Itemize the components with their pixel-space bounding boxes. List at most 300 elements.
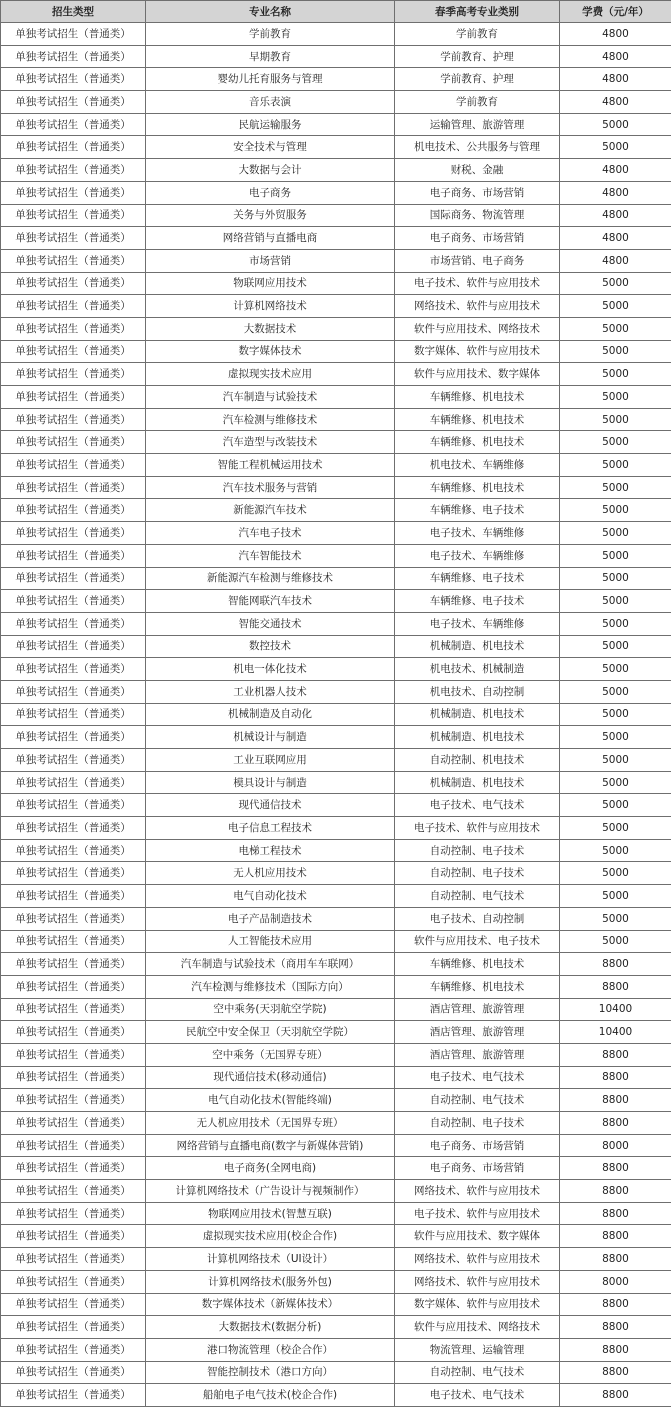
table-row [1,749,671,772]
tuition-cell: 5000 [560,272,671,295]
major-name-cell: 电梯工程技术 [146,839,395,862]
major-category-cell: 软件与应用技术、数字媒体 [395,1225,560,1248]
admission-type-cell: 单独考试招生（普通类） [1,1202,146,1225]
admission-type-cell: 单独考试招生（普通类） [1,953,146,976]
table-row [1,1134,671,1157]
table-row [1,817,671,840]
table-row [1,975,671,998]
admission-type-cell: 单独考试招生（普通类） [1,635,146,658]
major-category-cell: 自动控制、电子技术 [395,839,560,862]
tuition-cell: 5000 [560,680,671,703]
table-row [1,408,671,431]
major-category-cell: 电子技术、车辆维修 [395,612,560,635]
admission-type-cell: 单独考试招生（普通类） [1,726,146,749]
major-name-cell: 新能源汽车技术 [146,499,395,522]
tuition-cell: 4800 [560,91,671,114]
tuition-cell: 5000 [560,726,671,749]
admission-type-cell: 单独考试招生（普通类） [1,1225,146,1248]
admission-type-cell: 单独考试招生（普通类） [1,476,146,499]
major-name-cell: 计算机网络技术 [146,295,395,318]
major-name-cell: 民航运输服务 [146,113,395,136]
admission-type-cell: 单独考试招生（普通类） [1,408,146,431]
admission-type-cell: 单独考试招生（普通类） [1,862,146,885]
table-row [1,930,671,953]
header-major-name: 专业名称 [146,1,395,23]
tuition-cell: 5000 [560,930,671,953]
major-category-cell: 电子技术、自动控制 [395,907,560,930]
tuition-cell: 5000 [560,567,671,590]
major-category-cell: 网络技术、软件与应用技术 [395,1248,560,1271]
tuition-cell: 5000 [560,862,671,885]
table-row [1,1316,671,1339]
tuition-cell: 4800 [560,23,671,46]
admission-type-cell: 单独考试招生（普通类） [1,1134,146,1157]
table-row [1,567,671,590]
admission-type-cell: 单独考试招生（普通类） [1,1384,146,1407]
major-category-cell: 数字媒体、软件与应用技术 [395,1293,560,1316]
table-row [1,635,671,658]
table-row [1,204,671,227]
table-row [1,272,671,295]
admission-type-cell: 单独考试招生（普通类） [1,91,146,114]
tuition-cell: 10400 [560,1021,671,1044]
admission-type-cell: 单独考试招生（普通类） [1,317,146,340]
table-row [1,1338,671,1361]
tuition-cell: 8800 [560,1316,671,1339]
major-name-cell: 虚拟现实技术应用(校企合作) [146,1225,395,1248]
major-name-cell: 物联网应用技术(智慧互联) [146,1202,395,1225]
tuition-cell: 5000 [560,340,671,363]
major-name-cell: 民航空中安全保卫（天羽航空学院） [146,1021,395,1044]
table-row [1,295,671,318]
admission-type-cell: 单独考试招生（普通类） [1,431,146,454]
table-row [1,1066,671,1089]
table-row [1,1361,671,1384]
major-name-cell: 电子信息工程技术 [146,817,395,840]
admission-type-cell: 单独考试招生（普通类） [1,998,146,1021]
admission-type-cell: 单独考试招生（普通类） [1,1112,146,1135]
admission-type-cell: 单独考试招生（普通类） [1,1361,146,1384]
major-name-cell: 网络营销与直播电商(数字与新媒体营销) [146,1134,395,1157]
table-row [1,953,671,976]
tuition-cell: 5000 [560,612,671,635]
major-name-cell: 学前教育 [146,23,395,46]
tuition-cell: 4800 [560,159,671,182]
major-category-cell: 学前教育、护理 [395,68,560,91]
table-row [1,45,671,68]
major-name-cell: 现代通信技术(移动通信) [146,1066,395,1089]
major-category-cell: 财税、金融 [395,159,560,182]
major-category-cell: 学前教育、护理 [395,45,560,68]
tuition-cell: 5000 [560,590,671,613]
major-name-cell: 市场营销 [146,249,395,272]
major-name-cell: 电子产品制造技术 [146,907,395,930]
major-category-cell: 网络技术、软件与应用技术 [395,1270,560,1293]
admission-type-cell: 单独考试招生（普通类） [1,749,146,772]
major-category-cell: 自动控制、电气技术 [395,1361,560,1384]
table-header [1,1,671,23]
admission-type-cell: 单独考试招生（普通类） [1,817,146,840]
major-name-cell: 机械制造及自动化 [146,703,395,726]
table-row [1,522,671,545]
admission-type-cell: 单独考试招生（普通类） [1,658,146,681]
table-row [1,726,671,749]
table-row [1,885,671,908]
table-row [1,1270,671,1293]
major-name-cell: 汽车制造与试验技术（商用车车联网） [146,953,395,976]
tuition-cell: 5000 [560,408,671,431]
major-category-cell: 车辆维修、机电技术 [395,975,560,998]
tuition-cell: 8800 [560,953,671,976]
major-category-cell: 车辆维修、机电技术 [395,953,560,976]
table-row [1,499,671,522]
major-name-cell: 安全技术与管理 [146,136,395,159]
table-row [1,363,671,386]
admission-type-cell: 单独考试招生（普通类） [1,1066,146,1089]
admission-type-cell: 单独考试招生（普通类） [1,544,146,567]
tuition-cell: 8800 [560,1180,671,1203]
table-row [1,1043,671,1066]
table-row [1,680,671,703]
admission-type-cell: 单独考试招生（普通类） [1,340,146,363]
admission-type-cell: 单独考试招生（普通类） [1,1021,146,1044]
major-name-cell: 物联网应用技术 [146,272,395,295]
major-category-cell: 车辆维修、电子技术 [395,567,560,590]
major-category-cell: 机械制造、机电技术 [395,635,560,658]
major-name-cell: 汽车技术服务与营销 [146,476,395,499]
major-category-cell: 学前教育 [395,23,560,46]
major-name-cell: 大数据与会计 [146,159,395,182]
table-row [1,227,671,250]
major-name-cell: 无人机应用技术 [146,862,395,885]
tuition-cell: 5000 [560,703,671,726]
admission-type-cell: 单独考试招生（普通类） [1,23,146,46]
table-row [1,431,671,454]
table-row [1,1112,671,1135]
table-row [1,907,671,930]
table-row [1,159,671,182]
admission-type-cell: 单独考试招生（普通类） [1,1270,146,1293]
major-name-cell: 智能工程机械运用技术 [146,454,395,477]
table-row [1,68,671,91]
admission-type-cell: 单独考试招生（普通类） [1,136,146,159]
table-row [1,590,671,613]
major-category-cell: 机械制造、机电技术 [395,771,560,794]
major-name-cell: 数字媒体技术（新媒体技术） [146,1293,395,1316]
tuition-cell: 5000 [560,771,671,794]
header-tuition: 学费（元/年） [560,1,671,23]
major-name-cell: 网络营销与直播电商 [146,227,395,250]
header-admission-type: 招生类型 [1,1,146,23]
tuition-cell: 8800 [560,975,671,998]
major-category-cell: 车辆维修、电子技术 [395,590,560,613]
tuition-cell: 5000 [560,749,671,772]
admission-type-cell: 单独考试招生（普通类） [1,680,146,703]
table-row [1,113,671,136]
tuition-cell: 5000 [560,817,671,840]
major-category-cell: 电子技术、电气技术 [395,1384,560,1407]
tuition-cell: 5000 [560,544,671,567]
admission-type-cell: 单独考试招生（普通类） [1,1338,146,1361]
table-row [1,249,671,272]
admission-type-cell: 单独考试招生（普通类） [1,1316,146,1339]
tuition-cell: 5000 [560,794,671,817]
major-name-cell: 汽车造型与改装技术 [146,431,395,454]
major-category-cell: 自动控制、电子技术 [395,862,560,885]
major-name-cell: 关务与外贸服务 [146,204,395,227]
major-category-cell: 电子技术、软件与应用技术 [395,272,560,295]
major-name-cell: 机械设计与制造 [146,726,395,749]
major-name-cell: 计算机网络技术(服务外包) [146,1270,395,1293]
major-category-cell: 运输管理、旅游管理 [395,113,560,136]
major-category-cell: 电子商务、市场营销 [395,227,560,250]
admission-type-cell: 单独考试招生（普通类） [1,771,146,794]
table-row [1,1202,671,1225]
tuition-cell: 5000 [560,431,671,454]
tuition-cell: 5000 [560,295,671,318]
major-category-cell: 机电技术、机械制造 [395,658,560,681]
major-category-cell: 自动控制、机电技术 [395,749,560,772]
table-row [1,1021,671,1044]
admission-type-cell: 单独考试招生（普通类） [1,363,146,386]
tuition-cell: 8800 [560,1361,671,1384]
major-category-cell: 机械制造、机电技术 [395,703,560,726]
major-category-cell: 车辆维修、机电技术 [395,431,560,454]
major-name-cell: 电子商务 [146,181,395,204]
table-row [1,23,671,46]
major-category-cell: 酒店管理、旅游管理 [395,1021,560,1044]
admission-type-cell: 单独考试招生（普通类） [1,159,146,182]
table-row [1,794,671,817]
major-name-cell: 电气自动化技术(智能终端) [146,1089,395,1112]
major-name-cell: 现代通信技术 [146,794,395,817]
table-row [1,998,671,1021]
table-row [1,1089,671,1112]
admission-type-cell: 单独考试招生（普通类） [1,113,146,136]
major-category-cell: 车辆维修、机电技术 [395,408,560,431]
table-row [1,771,671,794]
major-category-cell: 车辆维修、电子技术 [395,499,560,522]
admission-type-cell: 单独考试招生（普通类） [1,794,146,817]
major-category-cell: 软件与应用技术、网络技术 [395,1316,560,1339]
major-category-cell: 网络技术、软件与应用技术 [395,1180,560,1203]
table-row [1,386,671,409]
tuition-cell: 5000 [560,885,671,908]
table-row [1,839,671,862]
admission-type-cell: 单独考试招生（普通类） [1,386,146,409]
tuition-cell: 4800 [560,227,671,250]
major-category-cell: 机电技术、自动控制 [395,680,560,703]
admission-type-cell: 单独考试招生（普通类） [1,181,146,204]
tuition-cell: 8800 [560,1338,671,1361]
table-row [1,703,671,726]
major-category-cell: 数字媒体、软件与应用技术 [395,340,560,363]
table-row [1,862,671,885]
tuition-cell: 8800 [560,1112,671,1135]
admission-type-cell: 单独考试招生（普通类） [1,907,146,930]
admission-type-cell: 单独考试招生（普通类） [1,272,146,295]
major-category-cell: 学前教育 [395,91,560,114]
table-body [1,23,671,1407]
tuition-cell: 4800 [560,204,671,227]
major-name-cell: 电子商务(全网电商) [146,1157,395,1180]
major-name-cell: 早期教育 [146,45,395,68]
admission-type-cell: 单独考试招生（普通类） [1,839,146,862]
major-category-cell: 自动控制、电气技术 [395,1089,560,1112]
tuition-cell: 8800 [560,1043,671,1066]
admission-type-cell: 单独考试招生（普通类） [1,1180,146,1203]
table-row [1,1157,671,1180]
major-category-cell: 机械制造、机电技术 [395,726,560,749]
admission-type-cell: 单独考试招生（普通类） [1,249,146,272]
admission-type-cell: 单独考试招生（普通类） [1,68,146,91]
major-name-cell: 工业互联网应用 [146,749,395,772]
admission-type-cell: 单独考试招生（普通类） [1,45,146,68]
major-name-cell: 数字媒体技术 [146,340,395,363]
major-name-cell: 计算机网络技术（广告设计与视频制作） [146,1180,395,1203]
tuition-cell: 8800 [560,1248,671,1271]
tuition-cell: 5000 [560,907,671,930]
major-name-cell: 虚拟现实技术应用 [146,363,395,386]
major-name-cell: 船舶电子电气技术(校企合作) [146,1384,395,1407]
major-name-cell: 汽车检测与维修技术（国际方向） [146,975,395,998]
major-category-cell: 自动控制、电气技术 [395,885,560,908]
major-name-cell: 汽车制造与试验技术 [146,386,395,409]
major-name-cell: 空中乘务（无国界专班） [146,1043,395,1066]
admission-type-cell: 单独考试招生（普通类） [1,522,146,545]
major-category-cell: 机电技术、公共服务与管理 [395,136,560,159]
major-name-cell: 婴幼儿托育服务与管理 [146,68,395,91]
major-category-cell: 市场营销、电子商务 [395,249,560,272]
header-row [1,1,671,23]
major-name-cell: 汽车检测与维修技术 [146,408,395,431]
admission-type-cell: 单独考试招生（普通类） [1,1089,146,1112]
major-category-cell: 软件与应用技术、网络技术 [395,317,560,340]
major-category-cell: 国际商务、物流管理 [395,204,560,227]
major-name-cell: 空中乘务(天羽航空学院) [146,998,395,1021]
major-category-cell: 电子商务、市场营销 [395,1134,560,1157]
table-row [1,454,671,477]
tuition-cell: 5000 [560,454,671,477]
tuition-cell: 5000 [560,317,671,340]
admission-type-cell: 单独考试招生（普通类） [1,885,146,908]
admission-type-cell: 单独考试招生（普通类） [1,975,146,998]
major-category-cell: 软件与应用技术、电子技术 [395,930,560,953]
table-row [1,1180,671,1203]
major-category-cell: 电子技术、软件与应用技术 [395,817,560,840]
tuition-cell: 4800 [560,249,671,272]
tuition-cell: 5000 [560,113,671,136]
table-row [1,1384,671,1407]
table-row [1,476,671,499]
major-name-cell: 模具设计与制造 [146,771,395,794]
admission-type-cell: 单独考试招生（普通类） [1,1043,146,1066]
table-row [1,1248,671,1271]
admission-type-cell: 单独考试招生（普通类） [1,1157,146,1180]
tuition-cell: 8800 [560,1225,671,1248]
table-row [1,340,671,363]
major-name-cell: 大数据技术(数据分析) [146,1316,395,1339]
tuition-cell: 8800 [560,1066,671,1089]
table-row [1,136,671,159]
tuition-cell: 8800 [560,1293,671,1316]
table-row [1,181,671,204]
major-name-cell: 智能交通技术 [146,612,395,635]
admission-type-cell: 单独考试招生（普通类） [1,1248,146,1271]
tuition-cell: 8800 [560,1202,671,1225]
major-category-cell: 电子商务、市场营销 [395,1157,560,1180]
tuition-cell: 8000 [560,1270,671,1293]
major-name-cell: 汽车智能技术 [146,544,395,567]
admission-type-cell: 单独考试招生（普通类） [1,499,146,522]
admission-type-cell: 单独考试招生（普通类） [1,930,146,953]
admission-type-cell: 单独考试招生（普通类） [1,612,146,635]
major-category-cell: 电子商务、市场营销 [395,181,560,204]
major-name-cell: 新能源汽车检测与维修技术 [146,567,395,590]
table-row [1,612,671,635]
table-row [1,544,671,567]
major-name-cell: 汽车电子技术 [146,522,395,545]
major-category-cell: 电子技术、电气技术 [395,1066,560,1089]
major-name-cell: 无人机应用技术（无国界专班） [146,1112,395,1135]
major-name-cell: 数控技术 [146,635,395,658]
major-name-cell: 电气自动化技术 [146,885,395,908]
admission-type-cell: 单独考试招生（普通类） [1,295,146,318]
tuition-cell: 5000 [560,363,671,386]
major-category-cell: 电子技术、软件与应用技术 [395,1202,560,1225]
tuition-cell: 5000 [560,136,671,159]
major-category-cell: 软件与应用技术、数字媒体 [395,363,560,386]
tuition-cell: 4800 [560,181,671,204]
table-row [1,658,671,681]
header-major-category: 春季高考专业类别 [395,1,560,23]
major-category-cell: 酒店管理、旅游管理 [395,998,560,1021]
major-name-cell: 人工智能技术应用 [146,930,395,953]
major-category-cell: 车辆维修、机电技术 [395,476,560,499]
tuition-cell: 5000 [560,522,671,545]
tuition-cell: 5000 [560,658,671,681]
admission-type-cell: 单独考试招生（普通类） [1,227,146,250]
major-category-cell: 电子技术、车辆维修 [395,544,560,567]
tuition-cell: 8800 [560,1089,671,1112]
major-category-cell: 车辆维修、机电技术 [395,386,560,409]
major-name-cell: 工业机器人技术 [146,680,395,703]
tuition-cell: 5000 [560,476,671,499]
table-row [1,1225,671,1248]
major-name-cell: 港口物流管理（校企合作） [146,1338,395,1361]
tuition-cell: 8800 [560,1157,671,1180]
table-row [1,317,671,340]
major-name-cell: 机电一体化技术 [146,658,395,681]
major-name-cell: 智能控制技术（港口方向） [146,1361,395,1384]
major-category-cell: 网络技术、软件与应用技术 [395,295,560,318]
tuition-cell: 5000 [560,839,671,862]
tuition-cell: 5000 [560,635,671,658]
admission-type-cell: 单独考试招生（普通类） [1,590,146,613]
major-category-cell: 物流管理、运输管理 [395,1338,560,1361]
major-category-cell: 自动控制、电子技术 [395,1112,560,1135]
major-category-cell: 酒店管理、旅游管理 [395,1043,560,1066]
tuition-cell: 8000 [560,1134,671,1157]
admission-type-cell: 单独考试招生（普通类） [1,703,146,726]
table-row [1,91,671,114]
table-row [1,1293,671,1316]
major-category-cell: 电子技术、电气技术 [395,794,560,817]
admission-type-cell: 单独考试招生（普通类） [1,454,146,477]
admission-type-cell: 单独考试招生（普通类） [1,204,146,227]
major-category-cell: 电子技术、车辆维修 [395,522,560,545]
admission-type-cell: 单独考试招生（普通类） [1,1293,146,1316]
